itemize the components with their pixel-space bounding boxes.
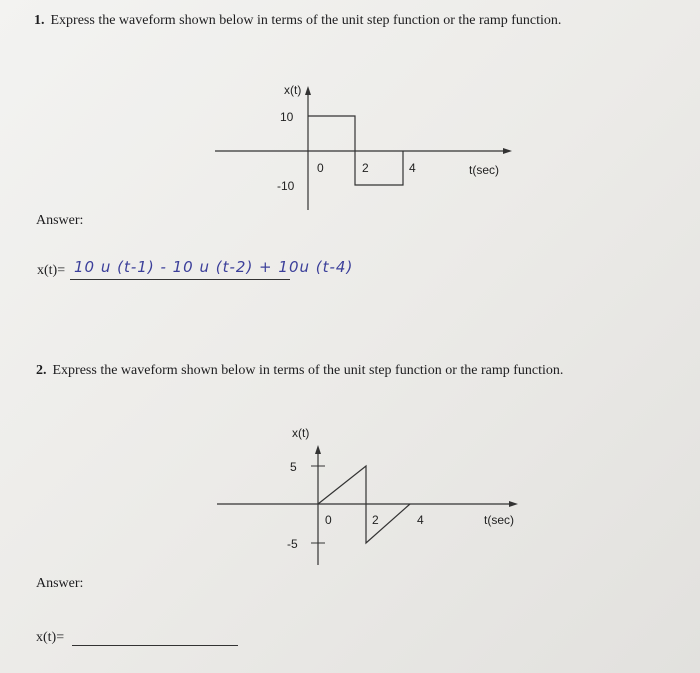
graph-2-xlabel: t(sec) bbox=[484, 513, 514, 527]
graph-1-xtick-2: 2 bbox=[362, 161, 369, 175]
graph-2-x-arrow bbox=[509, 501, 518, 507]
graph-2-xtick-0: 0 bbox=[325, 513, 332, 527]
question-1-number: 1. bbox=[34, 13, 45, 28]
answer-1-label: Answer: bbox=[36, 213, 84, 228]
graph-2-xtick-2: 2 bbox=[372, 513, 379, 527]
graph-1-ytick-pos: 10 bbox=[280, 110, 294, 124]
graph-2-ytick-pos: 5 bbox=[290, 460, 297, 474]
graph-1-ylabel: x(t) bbox=[284, 83, 302, 97]
answer-2-line[interactable] bbox=[72, 645, 238, 646]
graph-2-y-arrow bbox=[315, 445, 321, 454]
graph-1-xtick-0: 0 bbox=[317, 161, 324, 175]
answer-1-x-label: x(t)= bbox=[37, 263, 66, 278]
graph-1-xlabel: t(sec) bbox=[469, 163, 499, 177]
answer-1-handwritten: 10 u (t-1) - 10 u (t-2) + 10u (t-4) bbox=[74, 258, 354, 276]
graph-1-xtick-4: 4 bbox=[409, 161, 416, 175]
question-2-text: Express the waveform shown below in terms of the unit step function or the ramp function. bbox=[52, 363, 564, 378]
graph-2-ylabel: x(t) bbox=[292, 426, 310, 440]
graph-2-ytick-neg: -5 bbox=[287, 537, 298, 551]
graph-2-xtick-4: 4 bbox=[417, 513, 424, 527]
answer-2-label: Answer: bbox=[36, 576, 84, 591]
question-2-number: 2. bbox=[36, 363, 47, 378]
graph-1-ytick-neg: -10 bbox=[277, 179, 295, 193]
answer-2-x-label: x(t)= bbox=[36, 630, 65, 645]
question-1-text: Express the waveform shown below in terms of the unit step function or the ramp function. bbox=[50, 13, 562, 28]
